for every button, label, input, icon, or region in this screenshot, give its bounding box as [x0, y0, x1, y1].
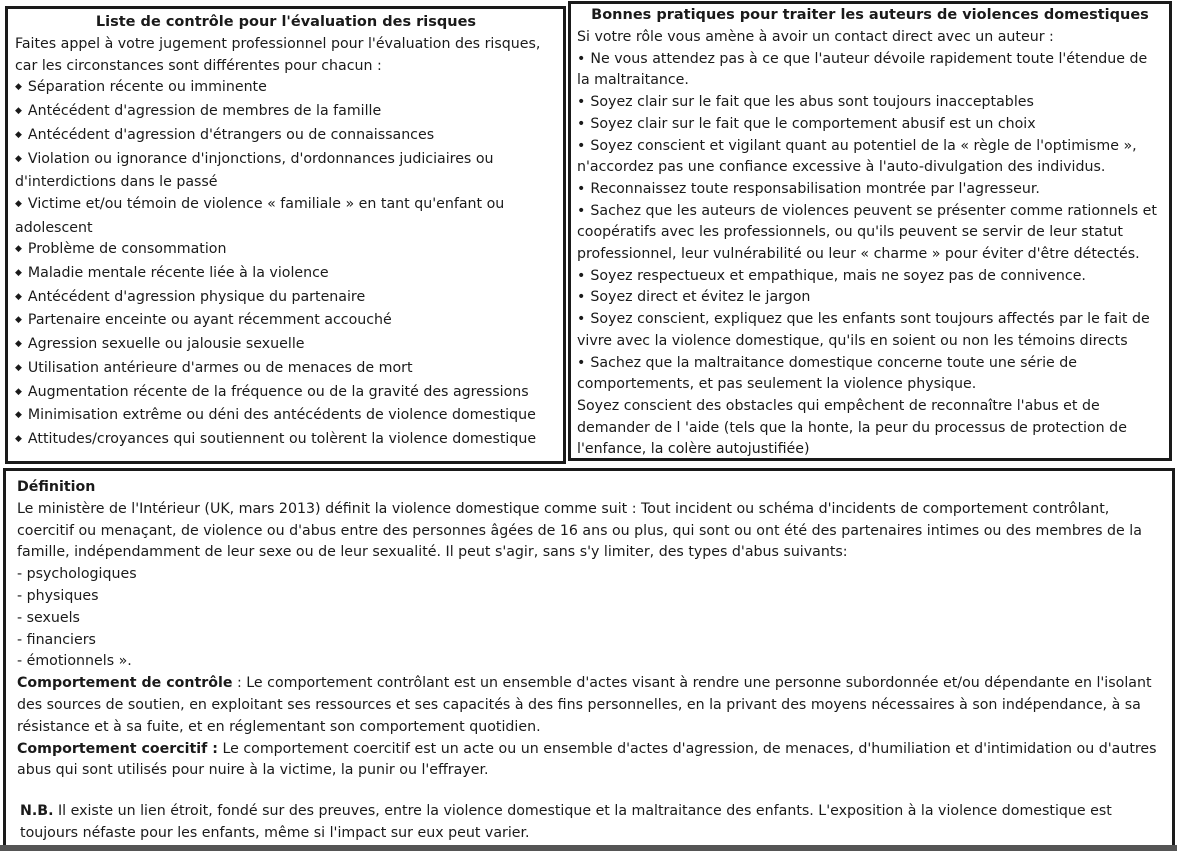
risk-item — [15, 405, 557, 429]
best-practices-list — [577, 49, 1163, 396]
risk-item-text: Problème de consommation — [27, 241, 227, 258]
bullet-icon: ◆ — [15, 82, 22, 93]
bullet-icon: ◆ — [15, 410, 22, 421]
controlling-behaviour-text: : Le comportement contrôlant est un ensemble d'actes visant à rendre une personne subordonnée et/ou dépendante en l'isolant des sources de soutien, en exploitant ses ressources et ses capacités à des fins personnelles, en la privant des moyens nécessaires à son indépendance, à sa résistance et à sa fuite, et en réglementant son comportement quotidien. — [17, 675, 1152, 735]
bullet-icon: ◆ — [15, 386, 22, 397]
practice-item — [577, 92, 1163, 114]
practice-item-text: Sachez que les auteurs de violences peuvent se présenter comme rationnels et coopératifs avec les professionnels, ou qu'ils peuvent se servir de leur statut professionnel, leur vulnérabilité ou leur « charme » pour éviter d'être détectés. — [577, 202, 1157, 263]
spacer — [17, 782, 1166, 801]
risk-item-text: Agression sexuelle ou jalousie sexuelle — [27, 336, 305, 353]
risk-checklist-intro: Faites appel à votre jugement professionnel pour l'évaluation des risques, car les circonstances sont différentes pour chacun : — [15, 36, 541, 74]
risk-item-text: Attitudes/croyances qui soutiennent ou tolèrent la violence domestique — [27, 430, 537, 447]
best-practices-closing: Soyez conscient des obstacles qui empêchent de reconnaître l'abus et de demander de l 'aide (tels que la honte, la peur du processus de protection de l'enfance, la colère autojustifiée) — [577, 397, 1127, 458]
risk-item — [15, 382, 557, 406]
risk-item-text: Séparation récente ou imminente — [27, 79, 267, 96]
abuse-type-item: - physiques — [17, 587, 99, 604]
practice-item — [577, 353, 1163, 396]
bullet-icon: • — [577, 289, 586, 306]
abuse-types-list — [17, 564, 1166, 673]
nb-paragraph — [17, 801, 1166, 845]
practice-item-text: Soyez conscient et vigilant quant au potentiel de la « règle de l'optimisme », n'accordez pas une confiance excessive à l'auto-divulgation des individus. — [577, 137, 1137, 176]
risk-item-text: Partenaire enceinte ou ayant récemment accouché — [27, 312, 392, 329]
risk-item — [15, 334, 557, 358]
risk-item — [15, 287, 557, 311]
definition-paragraph: Le ministère de l'Intérieur (UK, mars 2013) définit la violence domestique comme suit : Tout incident ou schéma d'incidents de comportement contrôlant, coercitif ou menaçant, de violence ou d'abus entre des personnes âgées de 16 ans ou plus, qui sont ou ont été des partenaires intimes ou des membres de la famille, indépendamment de leur sexe ou de leur sexualité. Il peut s'agir, sans s'y limiter, des types d'abus suivants: — [17, 500, 1142, 561]
risk-item — [15, 101, 557, 125]
risk-item — [15, 358, 557, 382]
risk-item-text: Maladie mentale récente liée à la violence — [27, 265, 329, 282]
practice-item — [577, 114, 1163, 136]
coercive-behaviour-paragraph — [17, 739, 1166, 783]
practice-item — [577, 309, 1163, 352]
coercive-behaviour-label: Comportement coercitif : — [17, 740, 218, 757]
bottom-edge — [0, 845, 1177, 851]
risk-item — [15, 310, 557, 334]
bullet-icon: ◆ — [15, 244, 22, 255]
bullet-icon: • — [577, 50, 586, 67]
abuse-type-item: - sexuels — [17, 609, 80, 626]
definition-panel — [3, 468, 1175, 851]
practice-item — [577, 179, 1163, 201]
risk-checklist-list — [15, 77, 557, 452]
abuse-type-item: - psychologiques — [17, 566, 137, 583]
controlling-behaviour-label: Comportement de contrôle — [17, 675, 233, 692]
risk-item — [15, 77, 557, 101]
risk-checklist-panel — [5, 6, 566, 464]
bullet-icon: ◆ — [15, 291, 22, 302]
risk-item-text: Victime et/ou témoin de violence « familiale » en tant qu'enfant ou adolescent — [15, 195, 505, 236]
practice-item — [577, 266, 1163, 288]
best-practices-panel — [568, 1, 1172, 461]
risk-item-text: Antécédent d'agression physique du partenaire — [27, 288, 366, 305]
bullet-icon: • — [577, 311, 586, 328]
risk-item — [15, 263, 557, 287]
practice-item-text: Soyez direct et évitez le jargon — [590, 289, 811, 306]
bullet-icon: • — [577, 137, 586, 154]
risk-item — [15, 429, 557, 453]
risk-item-text: Utilisation antérieure d'armes ou de menaces de mort — [27, 359, 413, 376]
risk-item-text: Violation ou ignorance d'injonctions, d'ordonnances judiciaires ou d'interdictions dans le passé — [15, 150, 494, 191]
bullet-icon: • — [577, 267, 586, 284]
practice-item-text: Soyez clair sur le fait que les abus sont toujours inacceptables — [590, 94, 1034, 111]
nb-text: Il existe un lien étroit, fondé sur des preuves, entre la violence domestique et la maltraitance des enfants. L'exposition à la violence domestique est toujours néfaste pour les enfants, même si l'impact sur eux peut varier. — [20, 803, 1112, 841]
practice-item — [577, 287, 1163, 309]
risk-item-text: Antécédent d'agression de membres de la famille — [27, 103, 382, 120]
practice-item — [577, 136, 1163, 179]
bullet-icon: • — [577, 202, 586, 219]
practice-item-text: Soyez respectueux et empathique, mais ne soyez pas de connivence. — [590, 267, 1086, 284]
bullet-icon: ◆ — [15, 433, 22, 444]
risk-item-text: Augmentation récente de la fréquence ou de la gravité des agressions — [27, 383, 529, 400]
risk-item-text: Minimisation extrême ou déni des antécédents de violence domestique — [27, 407, 536, 424]
risk-item — [15, 149, 557, 194]
risk-item-text: Antécédent d'agression d'étrangers ou de connaissances — [27, 126, 435, 143]
risk-item — [15, 125, 557, 149]
bullet-icon: ◆ — [15, 153, 22, 164]
bullet-icon: ◆ — [15, 339, 22, 350]
bullet-icon: ◆ — [15, 106, 22, 117]
definition-heading: Définition — [17, 479, 96, 495]
risk-checklist-title: Liste de contrôle pour l'évaluation des risques — [95, 14, 477, 30]
bullet-icon: • — [577, 354, 586, 371]
controlling-behaviour-paragraph — [17, 673, 1166, 738]
coercive-behaviour-text: Le comportement coercitif est un acte ou un ensemble d'actes d'agression, de menaces, d'humiliation et d'intimidation ou d'autres abus qui sont utilisés pour nuire à la victime, la punir ou l'effrayer. — [17, 740, 1157, 779]
nb-label: N.B. — [20, 803, 54, 820]
practice-item-text: Soyez conscient, expliquez que les enfants sont toujours affectés par le fait de vivre avec la violence domestique, qu'ils en soient ou non les témoins directs — [577, 311, 1150, 349]
practice-item-text: Ne vous attendez pas à ce que l'auteur dévoile rapidement toute l'étendue de la maltraitance. — [577, 50, 1148, 89]
abuse-type-item: - financiers — [17, 631, 96, 648]
bullet-icon: ◆ — [15, 315, 22, 326]
practice-item — [577, 49, 1163, 92]
practice-item-text: Soyez clair sur le fait que le comportement abusif est un choix — [590, 115, 1036, 132]
risk-item — [15, 194, 557, 239]
practice-item-text: Sachez que la maltraitance domestique concerne toute une série de comportements, et pas seulement la violence physique. — [577, 354, 1078, 393]
bullet-icon: ◆ — [15, 129, 22, 140]
best-practices-title: Bonnes pratiques pour traiter les auteurs de violences domestiques — [591, 7, 1149, 23]
risk-item — [15, 239, 557, 263]
bullet-icon: ◆ — [15, 268, 22, 279]
bullet-icon: ◆ — [15, 198, 22, 209]
bullet-icon: • — [577, 94, 586, 111]
best-practices-intro: Si votre rôle vous amène à avoir un contact direct avec un auteur : — [577, 29, 1054, 45]
practice-item — [577, 201, 1163, 266]
bullet-icon: ◆ — [15, 362, 22, 373]
bullet-icon: • — [577, 180, 586, 197]
bullet-icon: • — [577, 115, 586, 132]
abuse-type-item: - émotionnels ». — [17, 653, 132, 670]
practice-item-text: Reconnaissez toute responsabilisation montrée par l'agresseur. — [590, 180, 1040, 197]
